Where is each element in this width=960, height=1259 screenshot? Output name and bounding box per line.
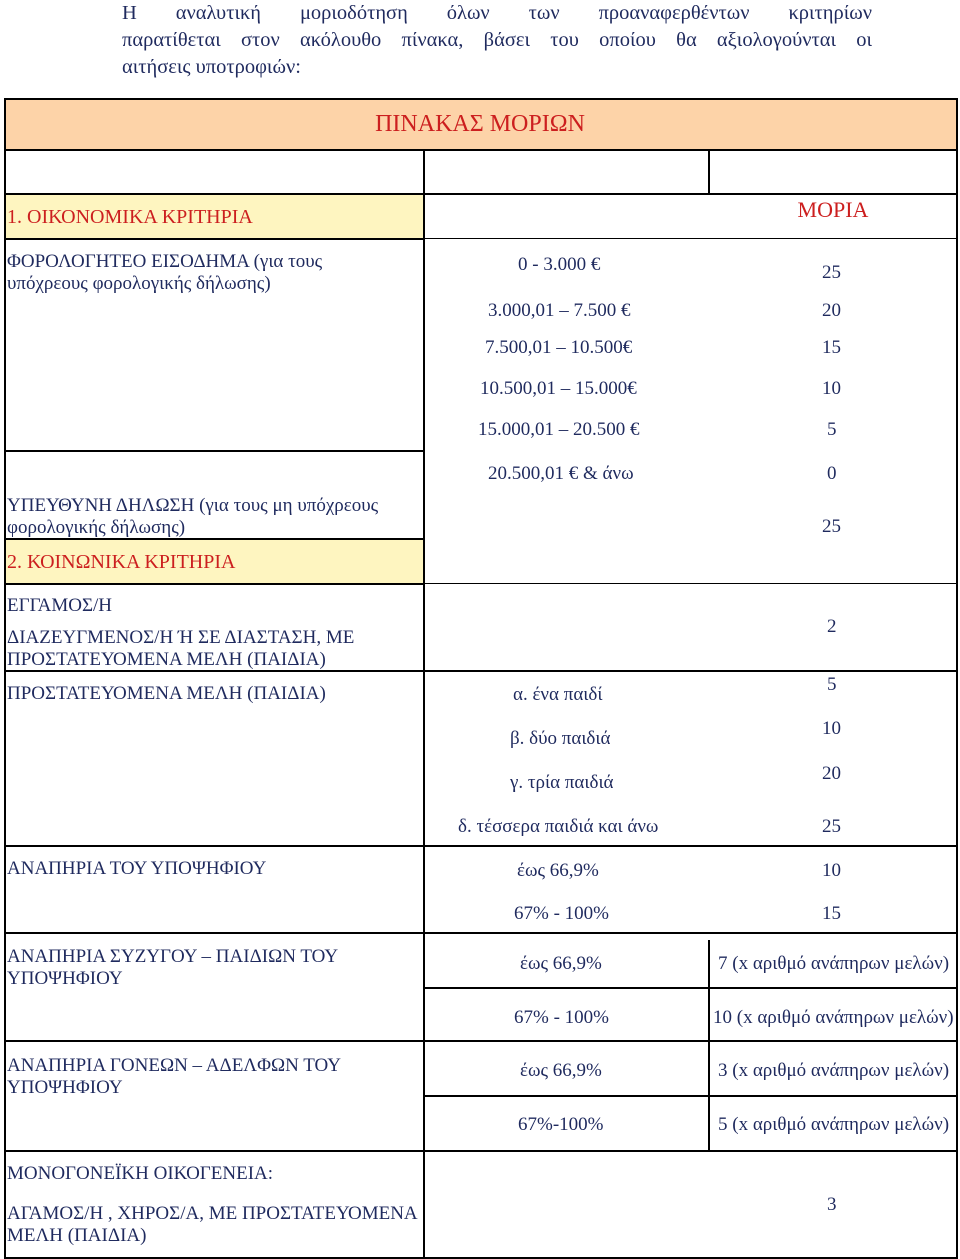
- bracket-range-2: 3.000,01 – 7.500 €: [488, 300, 631, 321]
- spouse-range-2: 67% - 100%: [514, 1007, 609, 1028]
- row-line-10: [4, 845, 958, 847]
- table-border-top: [4, 98, 958, 100]
- table-border-left: [4, 98, 6, 1259]
- spouse-points-2: 10 (x αριθμό ανάπηρων μελών): [713, 1007, 954, 1028]
- disability-range-2: 67% - 100%: [514, 903, 609, 924]
- row-line-1: [4, 193, 958, 195]
- row-line-9: [423, 670, 957, 672]
- disability-points-1: 10: [822, 860, 841, 881]
- social-heading: 2. ΚΟΙΝΩΝΙΚΑ ΚΡΙΤΗΡΙΑ: [7, 551, 236, 573]
- single-parent-detail: ΑΓΑΜΟΣ/Η , ΧΗΡΟΣ/Α, ΜΕ ΠΡΟΣΤΑΤΕΥΟΜΕΝΑ ΜΕΛΗ (ΠΑΙΔΙΑ): [7, 1203, 417, 1246]
- intro-line-2: παρατίθεται στον ακόλουθο πίνακα, βάσει του οποίου θα αξιολογούνται οι: [122, 29, 872, 51]
- parents-range-1: έως 66,9%: [520, 1060, 602, 1081]
- unmarried-label: ΕΓΓΑΜΟΣ/Η: [7, 595, 113, 616]
- bracket-points-1: 25: [822, 262, 841, 283]
- spouse-points-1: 7 (x αριθμό ανάπηρων μελών): [718, 953, 950, 974]
- divorced-label: ΔΙΑΖΕΥΓΜΕΝΟΣ/Η Ή ΣΕ ΔΙΑΣΤΑΣΗ, ΜΕ ΠΡΟΣΤΑΤΕΥΟΜΕΝΑ ΜΕΛΗ (ΠΑΙΔΙΑ): [7, 627, 355, 670]
- bracket-range-4: 10.500,01 – 15.000€: [480, 378, 637, 399]
- spouse-range-1: έως 66,9%: [520, 953, 602, 974]
- parents-range-2: 67%-100%: [518, 1114, 604, 1135]
- economic-heading: 1. ΟΙΚΟΝΟΜΙΚΑ ΚΡΙΤΗΡΙΑ: [7, 206, 253, 228]
- row-line-14: [423, 1095, 957, 1097]
- table-border-right: [956, 98, 958, 1259]
- disability-label: ΑΝΑΠΗΡΙΑ ΤΟΥ ΥΠΟΨΗΦΙΟΥ: [7, 858, 267, 879]
- row-line-4: [4, 450, 424, 452]
- children-label: ΠΡΟΣΤΑΤΕΥΟΜΕΝΑ ΜΕΛΗ (ΠΑΙΔΙΑ): [7, 683, 326, 704]
- table-title: ΠΙΝΑΚΑΣ ΜΟΡΙΩΝ: [375, 111, 585, 137]
- declaration-label: ΥΠΕΥΘΥΝΗ ΔΗΛΩΣΗ (για τους μη υπόχρεους φορολογικής δήλωσης): [7, 495, 379, 538]
- child-option-2: β. δύο παιδιά: [510, 728, 611, 749]
- col-divider-2a: [708, 150, 710, 194]
- row-line-12: [423, 987, 957, 989]
- row-line-15: [4, 1150, 958, 1152]
- disability-range-1: έως 66,9%: [517, 860, 599, 881]
- row-line-6: [4, 583, 424, 585]
- col-divider-1: [423, 150, 425, 1259]
- child-points-1: 5: [827, 674, 837, 695]
- parents-points-1: 3 (x αριθμό ανάπηρων μελών): [718, 1060, 950, 1081]
- child-points-3: 20: [822, 763, 841, 784]
- single-parent-points: 3: [827, 1194, 837, 1215]
- bracket-points-5: 5: [827, 419, 837, 440]
- row-line-3: [423, 238, 957, 239]
- bracket-range-6: 20.500,01 € & άνω: [488, 463, 634, 484]
- row-line-2: [4, 238, 424, 240]
- row-line-8: [423, 583, 957, 584]
- child-option-1: α. ένα παιδί: [513, 684, 603, 705]
- marital-points: 2: [827, 616, 837, 637]
- parents-points-2: 5 (x αριθμό ανάπηρων μελών): [718, 1114, 950, 1135]
- bracket-points-2: 20: [822, 300, 841, 321]
- single-parent-label: ΜΟΝΟΓΟΝΕΪΚΗ ΟΙΚΟΓΕΝΕΙΑ:: [7, 1163, 274, 1184]
- taxable-income-label: ΦΟΡΟΛΟΓΗΤΕΟ ΕΙΣΟΔΗΜΑ (για τους υπόχρεους φορολογικής δήλωσης): [7, 251, 323, 294]
- bracket-points-4: 10: [822, 378, 841, 399]
- intro-paragraph: [122, 0, 872, 81]
- bracket-range-3: 7.500,01 – 10.500€: [485, 337, 633, 358]
- row-line-13: [4, 1040, 958, 1042]
- child-points-4: 25: [822, 816, 841, 837]
- title-bottom-line: [4, 149, 958, 151]
- row-line-11: [4, 932, 958, 934]
- bracket-points-6: 0: [827, 463, 837, 484]
- intro-line-3: αιτήσεις υποτροφιών:: [122, 56, 301, 78]
- points-header: ΜΟΡΙΑ: [797, 197, 869, 222]
- intro-line-1: Η αναλυτική μοριοδότηση όλων των προαναφερθέντων κριτηρίων: [122, 2, 872, 24]
- spouse-disability-label: ΑΝΑΠΗΡΙΑ ΣΥΖΥΓΟΥ – ΠΑΙΔΙΩΝ ΤΟΥ ΥΠΟΨΗΦΙΟΥ: [7, 946, 338, 989]
- declaration-points: 25: [822, 516, 841, 537]
- parents-disability-label: ΑΝΑΠΗΡΙΑ ΓΟΝΕΩΝ – ΑΔΕΛΦΩΝ ΤΟΥ ΥΠΟΨΗΦΙΟΥ: [7, 1055, 341, 1098]
- col-divider-2b: [708, 940, 710, 1150]
- bracket-range-5: 15.000,01 – 20.500 €: [478, 419, 640, 440]
- child-points-2: 10: [822, 718, 841, 739]
- bracket-range-1: 0 - 3.000 €: [518, 254, 601, 275]
- child-option-4: δ. τέσσερα παιδιά και άνω: [458, 816, 659, 837]
- bracket-points-3: 15: [822, 337, 841, 358]
- disability-points-2: 15: [822, 903, 841, 924]
- child-option-3: γ. τρία παιδιά: [510, 772, 614, 793]
